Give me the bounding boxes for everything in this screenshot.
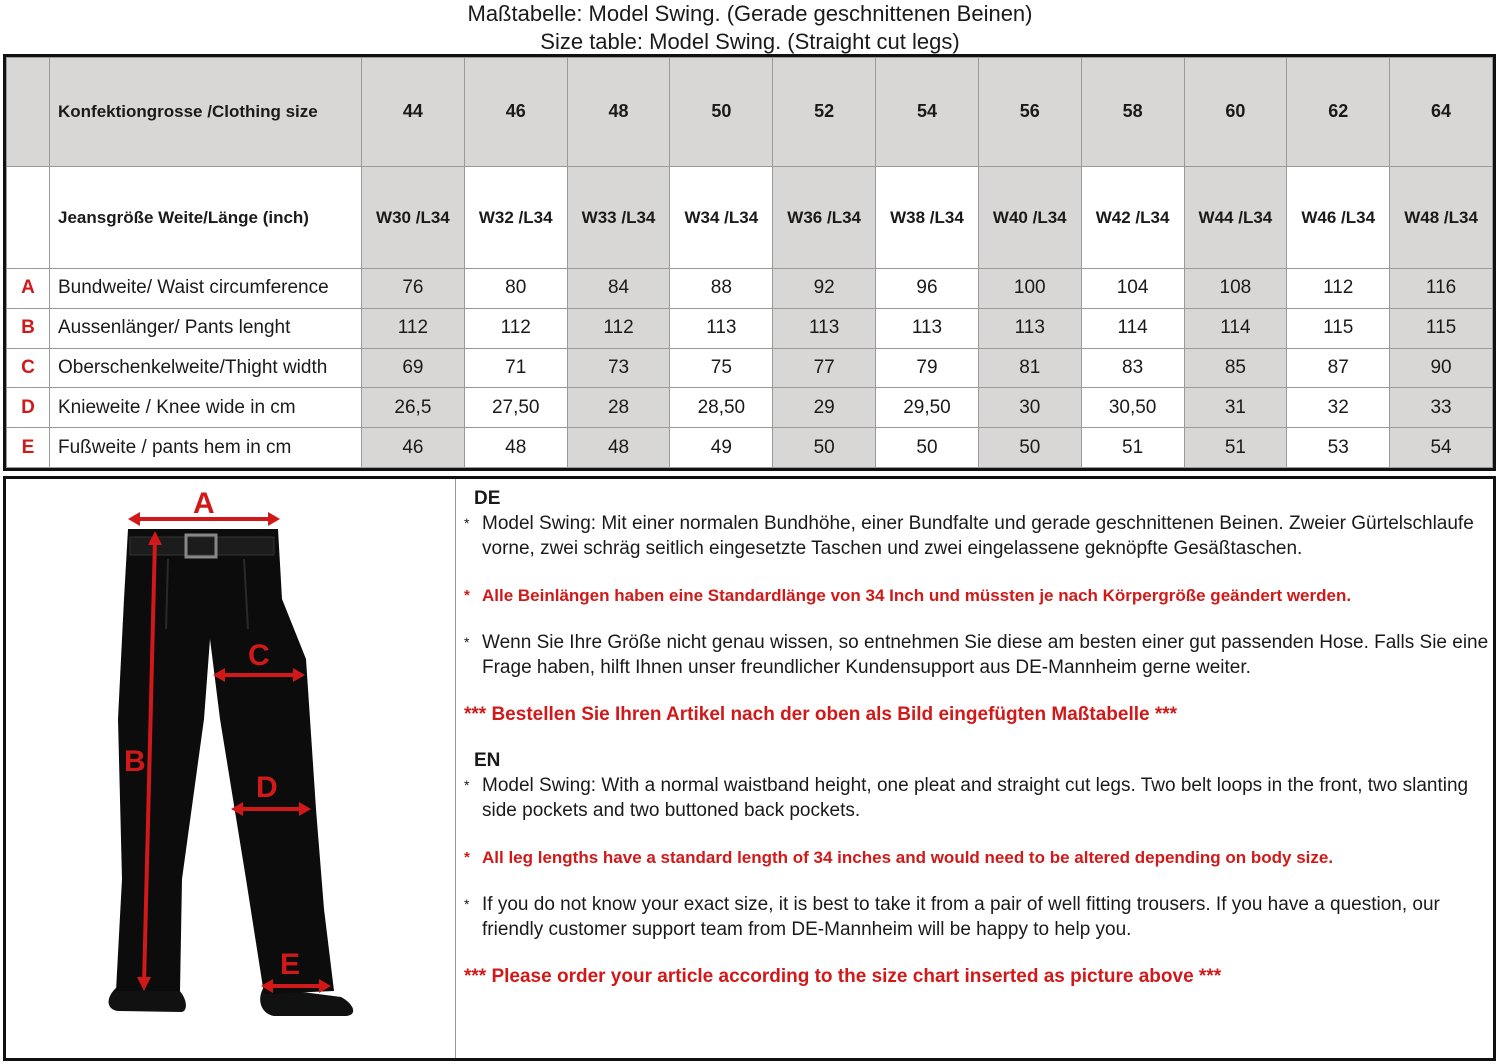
- table-cell: 44: [362, 58, 465, 167]
- table-cell: 60: [1184, 58, 1287, 167]
- table-cell: 62: [1287, 58, 1390, 167]
- table-cell: W38 /L34: [876, 166, 979, 268]
- row-letter: C: [7, 348, 50, 388]
- clothing-size-label: Konfektiongrosse /Clothing size: [50, 58, 362, 167]
- table-cell: 90: [1390, 348, 1493, 388]
- pants-illustration: [6, 479, 455, 1058]
- table-cell: 92: [773, 269, 876, 309]
- table-cell: 104: [1081, 269, 1184, 309]
- figure-label-c: C: [248, 639, 270, 672]
- row-label: Fußweite / pants hem in cm: [50, 428, 362, 468]
- table-cell: 28,50: [670, 388, 773, 428]
- table-cell: 96: [876, 269, 979, 309]
- measurement-row: [7, 348, 1493, 388]
- table-cell: 84: [567, 269, 670, 309]
- table-cell: W32 /L34: [464, 166, 567, 268]
- table-cell: W30 /L34: [362, 166, 465, 268]
- table-cell: W36 /L34: [773, 166, 876, 268]
- table-cell: 115: [1390, 308, 1493, 348]
- row-letter: D: [7, 388, 50, 428]
- table-cell: 75: [670, 348, 773, 388]
- description-text: [462, 487, 1492, 989]
- table-cell: 116: [1390, 269, 1493, 309]
- en-size-help: * If you do not know your exact size, it is best to take it from a pair of well fitting trousers. If you have a question, our friendly customer support team from DE-Mannheim will be happy to help you.: [464, 894, 1440, 940]
- row-label: Aussenlänger/ Pants lenght: [50, 308, 362, 348]
- table-cell: 32: [1287, 388, 1390, 428]
- table-cell: 114: [1081, 308, 1184, 348]
- table-cell: 100: [978, 269, 1081, 309]
- measurement-row: [7, 388, 1493, 428]
- table-cell: 29,50: [876, 388, 979, 428]
- table-cell: 52: [773, 58, 876, 167]
- table-cell: 115: [1287, 308, 1390, 348]
- title-de: Maßtabelle: Model Swing. (Gerade geschnittenen Beinen): [467, 1, 1033, 26]
- description-panel: [3, 476, 1496, 1061]
- table-cell: 113: [978, 308, 1081, 348]
- figure-label-d: D: [256, 771, 278, 804]
- figure-label-e: E: [280, 948, 301, 981]
- table-cell: 112: [1287, 269, 1390, 309]
- row-letter: B: [7, 308, 50, 348]
- de-description: * Model Swing: Mit einer normalen Bundhöhe, einer Bundfalte und gerade geschnittenen Beinen. Zweier Gürtelschlaufe vorne, zwei schräg seitlich eingesetzte Taschen und zwei eingelassene geknöpfte Gesäßtaschen.: [464, 513, 1474, 559]
- table-cell: 54: [1390, 428, 1493, 468]
- table-cell: 50: [773, 428, 876, 468]
- de-leg-length-note: * Alle Beinlängen haben eine Standardlänge von 34 Inch und müssten je nach Körpergröße geändert werden.: [464, 586, 1352, 605]
- table-cell: 112: [464, 308, 567, 348]
- en-leg-length-note: * All leg lengths have a standard length of 34 inches and would need to be altered depending on body size.: [464, 848, 1334, 867]
- table-cell: 48: [567, 58, 670, 167]
- table-cell: 76: [362, 269, 465, 309]
- measurement-row: [7, 308, 1493, 348]
- table-cell: 87: [1287, 348, 1390, 388]
- table-cell: 27,50: [464, 388, 567, 428]
- table-cell: 114: [1184, 308, 1287, 348]
- table-cell: 58: [1081, 58, 1184, 167]
- table-cell: 71: [464, 348, 567, 388]
- table-cell: 51: [1081, 428, 1184, 468]
- table-cell: 64: [1390, 58, 1493, 167]
- table-cell: 112: [567, 308, 670, 348]
- table-cell: 48: [464, 428, 567, 468]
- table-cell: 81: [978, 348, 1081, 388]
- table-cell: 85: [1184, 348, 1287, 388]
- de-size-help: * Wenn Sie Ihre Größe nicht genau wissen, so entnehmen Sie diese am besten einer gut passenden Hose. Falls Sie eine Frage haben, hilft Ihnen unser freundlicher Kundensupport aus DE-Mannheim gerne weiter.: [464, 632, 1489, 678]
- de-heading: DE: [474, 488, 501, 509]
- jeans-size-label: Jeansgröße Weite/Länge (inch): [50, 166, 362, 268]
- size-table: [3, 54, 1496, 471]
- corner-cell: [7, 58, 50, 167]
- en-order-note: *** Please order your article according to the size chart inserted as picture above ***: [464, 966, 1222, 987]
- blank-cell: [7, 166, 50, 268]
- figure-label-a: A: [193, 487, 215, 520]
- measurement-row: [7, 269, 1493, 309]
- table-cell: 113: [670, 308, 773, 348]
- title-en: Size table: Model Swing. (Straight cut legs): [540, 29, 960, 54]
- table-cell: 51: [1184, 428, 1287, 468]
- pants-figure: [6, 479, 456, 1058]
- table-cell: 30: [978, 388, 1081, 428]
- table-cell: W42 /L34: [1081, 166, 1184, 268]
- row-label: Bundweite/ Waist circumference: [50, 269, 362, 309]
- table-cell: 53: [1287, 428, 1390, 468]
- en-heading: EN: [474, 750, 501, 771]
- table-cell: 49: [670, 428, 773, 468]
- table-cell: W34 /L34: [670, 166, 773, 268]
- table-cell: 46: [362, 428, 465, 468]
- measurement-row: [7, 428, 1493, 468]
- en-description: * Model Swing: With a normal waistband height, one pleat and straight cut legs. Two belt loops in the front, two slanting side pockets and two buttoned back pockets.: [464, 775, 1469, 821]
- table-cell: 33: [1390, 388, 1493, 428]
- table-cell: W44 /L34: [1184, 166, 1287, 268]
- row-letter: A: [7, 269, 50, 309]
- row-label: Knieweite / Knee wide in cm: [50, 388, 362, 428]
- jeans-size-row: [7, 166, 1493, 268]
- table-cell: W46 /L34: [1287, 166, 1390, 268]
- table-cell: 50: [670, 58, 773, 167]
- row-letter: E: [7, 428, 50, 468]
- table-cell: 50: [876, 428, 979, 468]
- table-cell: 56: [978, 58, 1081, 167]
- clothing-size-row: [7, 58, 1493, 167]
- table-cell: 73: [567, 348, 670, 388]
- table-cell: 50: [978, 428, 1081, 468]
- table-cell: 80: [464, 269, 567, 309]
- table-cell: 112: [362, 308, 465, 348]
- row-label: Oberschenkelweite/Thight width: [50, 348, 362, 388]
- de-order-note: *** Bestellen Sie Ihren Artikel nach der oben als Bild eingefügten Maßtabelle ***: [464, 704, 1178, 725]
- table-cell: 77: [773, 348, 876, 388]
- table-cell: 30,50: [1081, 388, 1184, 428]
- table-cell: 108: [1184, 269, 1287, 309]
- table-cell: 79: [876, 348, 979, 388]
- table-cell: 113: [773, 308, 876, 348]
- table-cell: 69: [362, 348, 465, 388]
- table-cell: W40 /L34: [978, 166, 1081, 268]
- table-cell: 54: [876, 58, 979, 167]
- table-cell: 88: [670, 269, 773, 309]
- table-cell: W33 /L34: [567, 166, 670, 268]
- table-cell: 28: [567, 388, 670, 428]
- table-cell: W48 /L34: [1390, 166, 1493, 268]
- table-cell: 113: [876, 308, 979, 348]
- title-block: [0, 0, 1500, 56]
- table-cell: 48: [567, 428, 670, 468]
- table-cell: 31: [1184, 388, 1287, 428]
- table-cell: 46: [464, 58, 567, 167]
- table-cell: 26,5: [362, 388, 465, 428]
- figure-label-b: B: [124, 745, 146, 778]
- table-cell: 83: [1081, 348, 1184, 388]
- table-cell: 29: [773, 388, 876, 428]
